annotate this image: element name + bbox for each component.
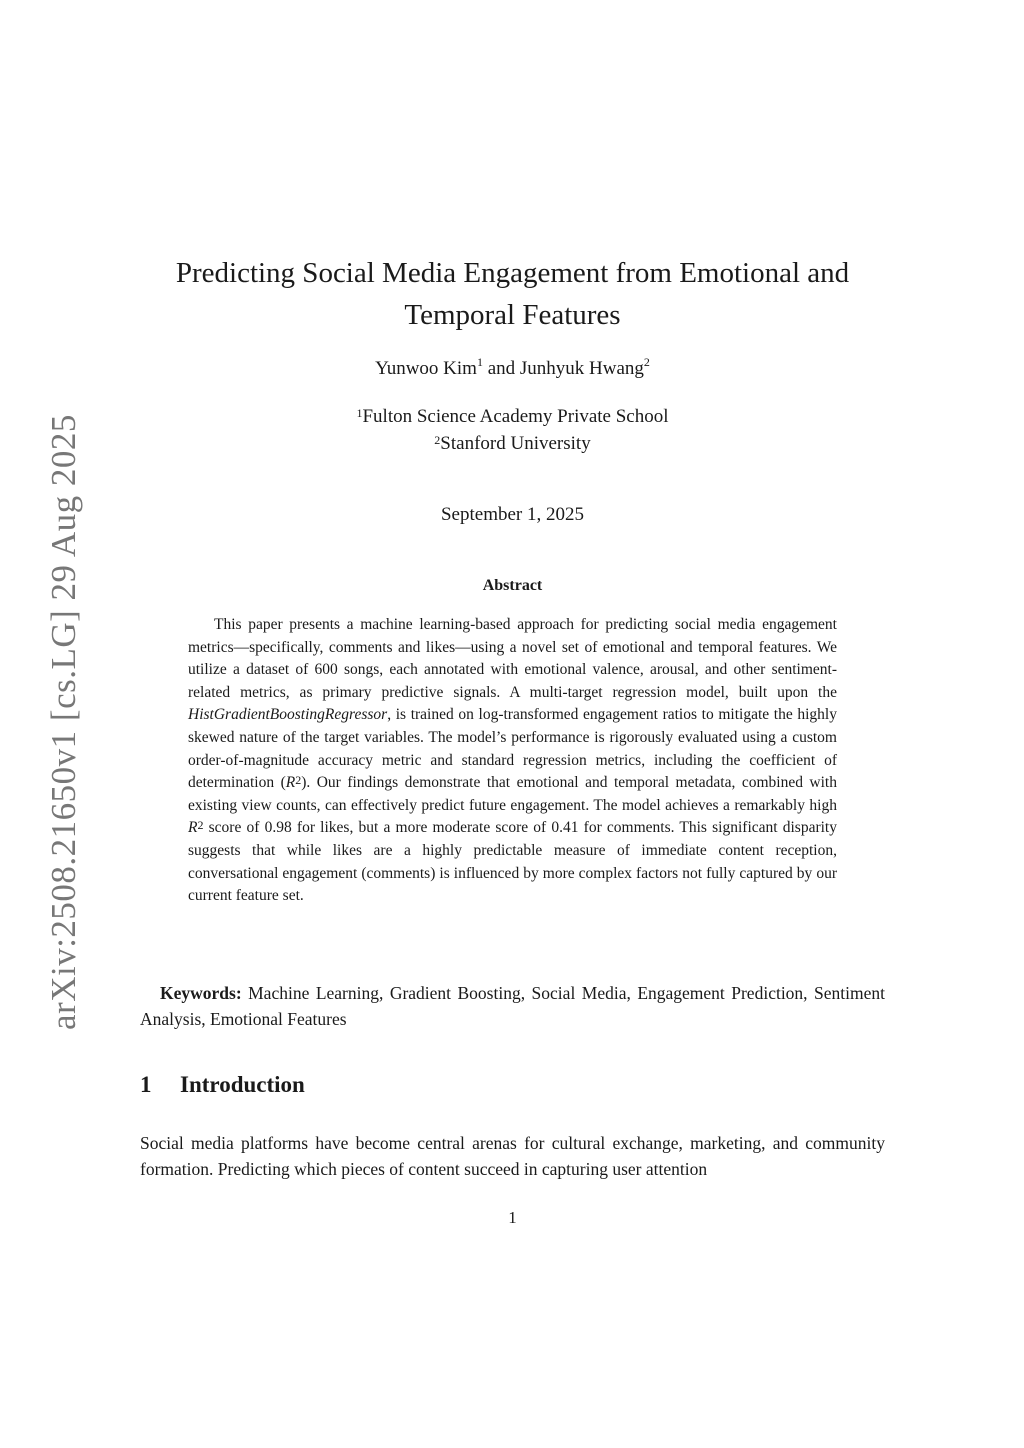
page-number: 1 xyxy=(508,1208,517,1227)
abstract-heading: Abstract xyxy=(482,577,543,594)
affil-name: Stanford University xyxy=(440,433,591,454)
title-line-2: Temporal Features xyxy=(404,299,621,331)
section-heading xyxy=(140,1072,305,1098)
affil-sup: 1 xyxy=(356,406,363,420)
author-affil-sup: 2 xyxy=(643,355,650,369)
author-affil-sup: 1 xyxy=(476,355,483,369)
affiliations xyxy=(140,403,885,457)
r-squared-symbol: R xyxy=(188,819,198,837)
keywords-text: Machine Learning, Gradient Boosting, Social Media, Engagement Prediction, Sentiment Analysis, Emotional Features xyxy=(140,983,885,1029)
section-number: 1 xyxy=(140,1072,152,1097)
paper-title xyxy=(140,252,885,336)
author-name: Junhyuk Hwang xyxy=(519,358,644,379)
r-squared-symbol: R xyxy=(285,774,296,792)
affil-name: Fulton Science Academy Private School xyxy=(362,406,669,427)
affiliation xyxy=(140,403,885,430)
paper-date: September 1, 2025 xyxy=(440,504,584,525)
affil-sup: 2 xyxy=(434,433,441,447)
author-list xyxy=(140,355,885,380)
author-conjunction: and xyxy=(482,358,520,379)
r-squared-exponent: 2 xyxy=(295,773,302,788)
abstract-text: , is trained on log-transformed engagement ratios to mitigate the highly skewed nature of the target variables. The model’s performance is rigorously evaluated using a custom order-of-magnitude accuracy metric and standard regression metrics, including the coefficient of determination ( xyxy=(188,706,837,792)
keywords-label: Keywords: xyxy=(160,983,242,1003)
section-title: Introduction xyxy=(180,1072,305,1097)
abstract-text: This paper presents a machine learning-based approach for predicting social media engagement metrics—specifically, comments and likes—using a novel set of emotional and temporal features. We utilize a dataset of 600 songs, each annotated with emotional valence, arousal, and other sentiment-related metrics, as primary predictive signals. A multi-target regression model, built upon the xyxy=(188,616,837,701)
r-squared-exponent: 2 xyxy=(197,818,204,833)
abstract-text: score of 0.98 for likes, but a more moderate score of 0.41 for comments. This significant disparity suggests that while likes are a highly predictable measure of immediate content reception, conversational engagement (comments) is influenced by more complex factors not fully captured by our current feature set. xyxy=(188,819,837,905)
keywords xyxy=(140,980,885,1032)
affiliation xyxy=(140,430,885,457)
section-body: Social media platforms have become central arenas for cultural exchange, marketing, and community formation. Predicting which pieces of content succeed in capturing user attention xyxy=(140,1133,885,1179)
model-name: HistGradientBoostingRegressor xyxy=(188,706,388,724)
title-line-1: Predicting Social Media Engagement from Emotional and xyxy=(175,257,850,289)
abstract-text: ). Our findings demonstrate that emotional and temporal metadata, combined with existing view counts, can effectively predict future engagement. The model achieves a remarkably high xyxy=(188,774,837,814)
abstract-body xyxy=(188,614,837,908)
arxiv-identifier-stamp: arXiv:2508.21650v1 [cs.LG] 29 Aug 2025 xyxy=(44,414,83,1030)
author-name: Yunwoo Kim xyxy=(375,358,477,379)
